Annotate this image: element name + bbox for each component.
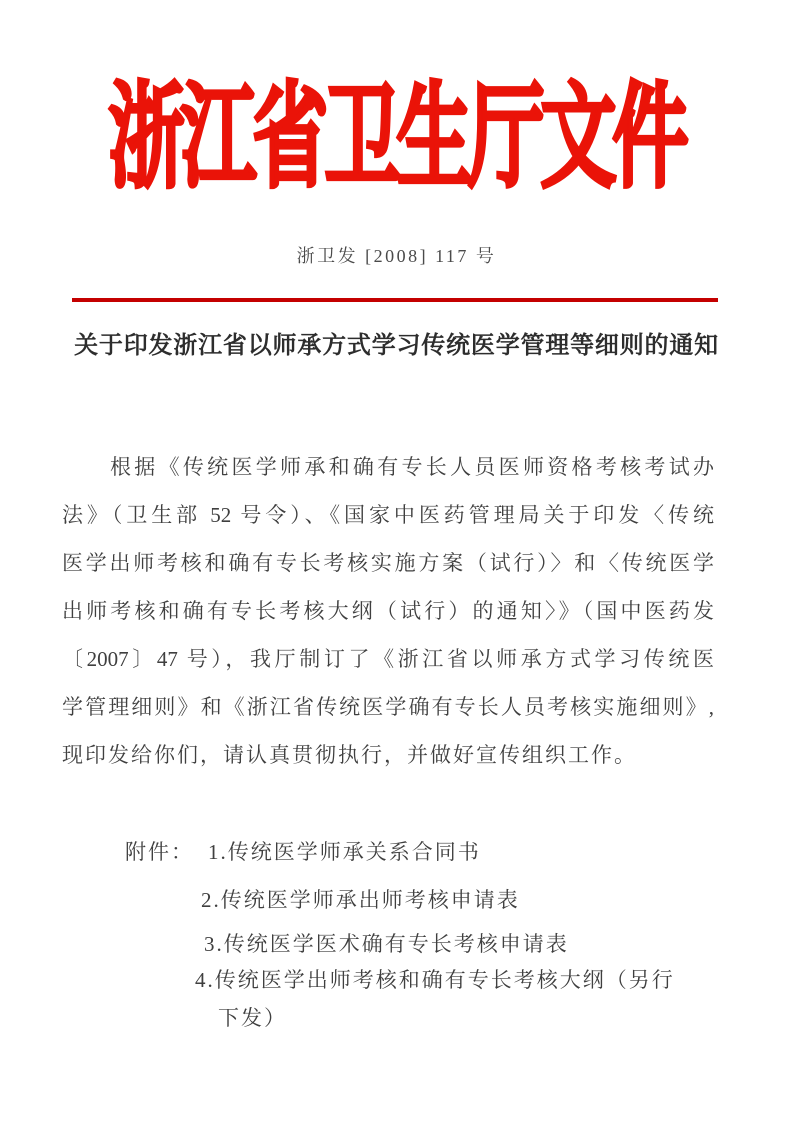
attachment-item-4: 4.传统医学出师考核和确有专长考核大纲（另行: [195, 968, 675, 992]
body-line: 医学出师考核和确有专长考核实施方案（试行）〉和〈传统医学: [62, 551, 714, 575]
subject-title: 关于印发浙江省以师承方式学习传统医学管理等细则的通知: [74, 333, 719, 359]
red-divider-line: [72, 298, 718, 302]
attachment-item-4-continuation: 下发）: [218, 1006, 287, 1030]
body-line: 〔2007〕47 号），我厅制订了《浙江省以师承方式学习传统医: [62, 647, 714, 671]
attachments-label: 附件：: [125, 840, 194, 864]
attachment-item-2: 2.传统医学师承出师考核申请表: [201, 888, 520, 912]
agency-header-title: 浙江省卫生厅文件: [108, 76, 685, 202]
doc-number: 浙卫发 [2008] 117 号: [296, 246, 497, 266]
attachment-line-1: [125, 838, 481, 866]
body-line: 根据《传统医学师承和确有专长人员医师资格考核考试办: [110, 455, 714, 479]
attachment-item-3: 3.传统医学医术确有专长考核申请表: [204, 932, 569, 956]
body-line: 法》（卫生部 52 号令）、《国家中医药管理局关于印发〈传统: [62, 503, 714, 527]
body-line: 学管理细则》和《浙江省传统医学确有专长人员考核实施细则》,: [62, 695, 714, 719]
body-line: 现印发给你们，请认真贯彻执行，并做好宣传组织工作。: [62, 743, 637, 767]
body-line: 出师考核和确有专长考核大纲（试行）的通知〉》（国中医药发: [62, 599, 714, 623]
attachment-item-1: 1.传统医学师承关系合同书: [208, 840, 481, 864]
